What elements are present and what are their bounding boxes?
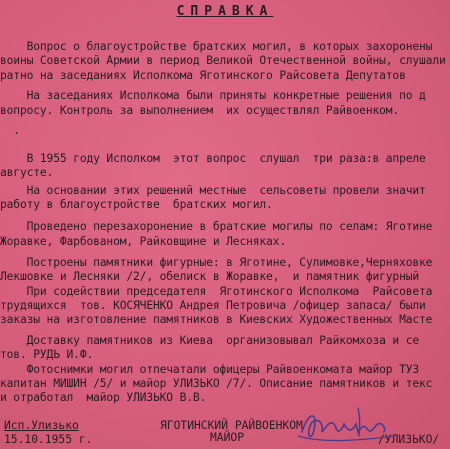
text-line: тов. РУДЬ И.Ф. xyxy=(0,348,94,361)
text-line: заказы на изготовление памятников в Киевских Художественных Масте xyxy=(0,313,433,326)
text-line: Проведено перезахоронение в братские могилы по селам: Яготине xyxy=(0,220,433,233)
text-line: . xyxy=(0,124,20,137)
text-line: На основании этих решений местные сельсоветы провели значит xyxy=(0,184,426,197)
text-line: трудящихся тов. КОСЯЧЕНКО Андрея Петровича /офицер запаса/ были xyxy=(0,299,426,312)
text-line: Жоравке, Фарбованом, Райковщине и Лесняках. xyxy=(0,235,287,248)
handwritten-signature xyxy=(298,402,398,448)
text-line: капитан МИШИН /5/ и майор УЛИЗЬКО /7/. Описание памятников и текс xyxy=(0,377,433,390)
signer-name: /УЛИЗЬКО/ xyxy=(378,433,440,446)
signer-rank: МАЙОР xyxy=(210,431,245,444)
text-line: В 1955 году Исполком этот вопрос слушал три раза:в апреле xyxy=(0,152,426,165)
org-name: ЯГОТИНСКИЙ РАЙВОЕНКОМ xyxy=(160,419,303,432)
text-line: ратно на заседаниях Исполкома Яготинского Райсовета Депутатов xyxy=(0,69,406,82)
text-line: августе. xyxy=(0,166,54,179)
text-line: При содействии председателя Яготинского Исполкома Райсовета xyxy=(0,285,433,298)
text-line: Построены памятники фигурные: в Яготине, Сулимовке,Черняховке xyxy=(0,256,433,269)
text-line: воины Советской Армии в период Великой Отечественной войны, слушали xyxy=(0,54,446,67)
text-line: и отработал майор УЛИЗЬКО В.В. xyxy=(0,391,207,404)
text-line: На заседаниях Исполкома были приняты конкретные решения по д xyxy=(0,89,426,102)
text-line: Вопрос о благоустройстве братских могил, в которых захоронены xyxy=(0,40,433,53)
document-title: СПРАВКА xyxy=(176,4,274,19)
text-line: Доставку памятников из Киева организовывал Райкомхоза и се xyxy=(0,334,420,347)
document-date: 15.10.1955 г. xyxy=(4,433,93,446)
text-line: вопросу. Контроль за выполнением их осуществлял Райвоенком. xyxy=(0,104,400,117)
text-line: Лекшовке и Лесняки /2/, обелиск в Жоравке, и памятник фигурный xyxy=(0,270,420,283)
text-line: работу в благоустройстве братских могил. xyxy=(0,198,273,211)
text-line: Фотоснимки могил отпечатали офицеры Райвоенкомата майор ТУЗ xyxy=(0,363,420,376)
executor-label: Исп.Улизько xyxy=(4,419,79,432)
